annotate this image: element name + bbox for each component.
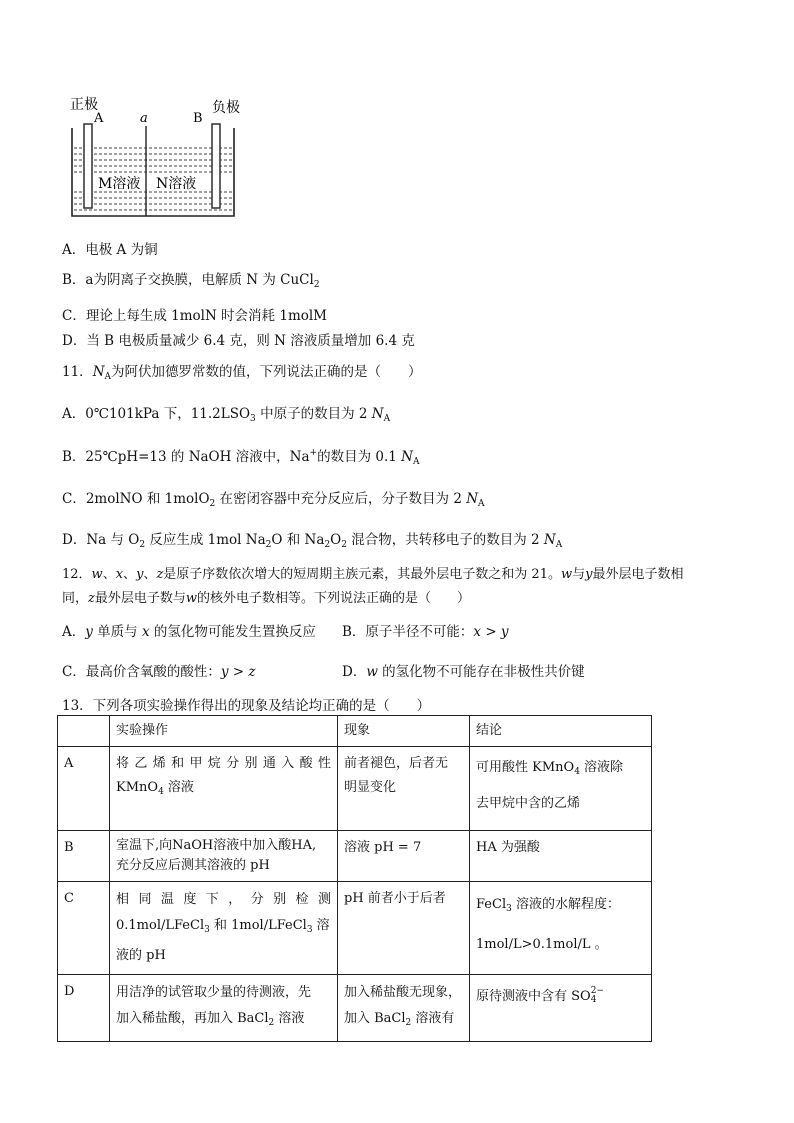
cell-line: 加入稀盐酸无现象， (344, 985, 462, 1000)
table-header-operation: 实验操作 (110, 716, 338, 747)
row-label: D (58, 975, 110, 1042)
q11-d-sub1: 2 (139, 540, 146, 550)
q11-b-part: B．25℃pH=13 的 NaOH 溶液中，Na (62, 449, 310, 465)
q12-text: 同， (62, 591, 89, 606)
avogadro-symbol: N (543, 532, 556, 548)
cell-text: 溶液 (274, 1011, 305, 1026)
var-w: w (91, 567, 103, 582)
cell-sub: 4 (590, 995, 597, 1005)
q12-text: 是原子序数依次增大的短周期主族元素，其最外层电子数之和为 21。 (163, 567, 561, 582)
cell-text: 0.1mol/LFeCl (116, 918, 205, 933)
var-y: y (136, 567, 144, 582)
q11-d-sub4: 2 (341, 540, 347, 550)
row-label: C (58, 882, 110, 975)
phenomenon-cell (338, 747, 470, 831)
membrane-label: a (140, 111, 148, 126)
cell-sub: 2 (268, 1018, 275, 1028)
avogadro-symbol: N (371, 406, 384, 422)
electrode-b (212, 124, 220, 208)
cell-line: 将乙烯和甲烷分别通入酸性 (116, 756, 331, 771)
q10-option-d: D．当 B 电极质量减少 6.4 克，则 N 溶液质量增加 6.4 克 (62, 333, 415, 349)
q11-a-part2: 中原子的数目为 2 (255, 406, 368, 422)
q12-d-part: 的氢化物不可能存在非极性共价键 (377, 664, 585, 680)
solution-m-label: M溶液 (98, 176, 141, 192)
q12-stem-line1 (62, 563, 684, 582)
operation-cell (110, 747, 338, 831)
q12-option-c (62, 660, 255, 680)
q12-text: 最外层电子数相 (592, 567, 684, 582)
cell-text: 溶 (312, 918, 330, 933)
q12-option-a (62, 620, 316, 640)
cell-line (116, 1006, 331, 1036)
q11-d-part4: O (330, 532, 342, 548)
q11-d-part5: 混合物，共转移电子的数目为 2 (346, 532, 540, 548)
cell-line (344, 1006, 463, 1036)
electrolysis-cell-diagram (66, 92, 248, 222)
operation-cell (110, 882, 338, 975)
cell-text: KMnO (116, 780, 159, 795)
q11-option-c (62, 487, 485, 509)
var-w: w (560, 567, 573, 582)
var-w: w (185, 591, 198, 606)
conclusion-cell: HA 为强酸 (470, 831, 652, 882)
q12-d-part: D． (342, 664, 367, 680)
conclusion-cell (470, 747, 652, 831)
experiment-table (57, 715, 652, 1042)
q11-d-part2: 反应生成 1mol Na (145, 532, 266, 548)
q12-option-d (342, 660, 585, 680)
cell-text: 溶液有 (411, 1011, 455, 1026)
avogadro-subscript: A (555, 540, 563, 550)
separator: 、 (102, 567, 116, 582)
table-row (58, 975, 652, 1042)
q11-b-sup: + (309, 448, 318, 458)
cell-line (116, 776, 331, 804)
q11-option-b (62, 445, 419, 467)
sulfate-charge (591, 987, 604, 1005)
cell-line (476, 887, 645, 927)
phenomenon-cell (338, 975, 470, 1042)
q12-option-b (342, 620, 509, 640)
cell-sub: 3 (306, 925, 313, 935)
cell-line (476, 752, 645, 788)
cell-line: 用洁净的试管取少量的待测液，先 (116, 985, 312, 1000)
q12-a-part: 的氢化物可能发生置换反应 (149, 624, 316, 640)
cell-line: 明显变化 (344, 780, 397, 795)
cell-text: FeCl (476, 897, 507, 912)
cell-line: 去甲烷中含的乙烯 (476, 796, 581, 811)
operation-cell (110, 975, 338, 1042)
q12-c-part: C．最高价含氧酸的酸性： (62, 664, 221, 680)
table-header-conclusion: 结论 (470, 716, 652, 747)
cell-text: 溶液除 (579, 760, 624, 775)
q11-option-d (62, 528, 562, 550)
cell-text: 加入稀盐酸，再加入 BaCl (116, 1011, 269, 1026)
avogadro-subscript: A (412, 457, 420, 467)
q11-stem-text: 为阿伏加德罗常数的值，下列说法正确的是（ ） (111, 364, 422, 380)
q12-text: 与 (572, 567, 586, 582)
operation-cell (110, 831, 338, 882)
q11-a-part: A．0℃101kPa 下，11.2LSO (62, 406, 251, 422)
cell-text: 可用酸性 KMnO (476, 760, 575, 775)
cell-line: 室温下,向NaOH溶液中加入酸HA, (116, 838, 317, 853)
q10-option-a: A．电极 A 为铜 (62, 242, 158, 258)
avogadro-subscript: A (104, 372, 111, 382)
row-label: A (58, 747, 110, 831)
electrode-a-label: A (94, 111, 104, 126)
q10-option-c: C．理论上每生成 1molN 时会消耗 1molM (62, 308, 328, 324)
var-y: y (85, 624, 93, 640)
q11-d-part3: O 和 Na (271, 532, 325, 548)
avogadro-symbol: N (92, 364, 105, 380)
cell-sub: 3 (204, 925, 210, 935)
cell-sub: 3 (506, 904, 512, 914)
phenomenon-cell: 溶液 pH = 7 (338, 831, 470, 882)
q11-stem (62, 360, 422, 382)
cell-line: 液的 pH (116, 948, 166, 963)
cell-line: 1mol/L>0.1mol/L 。 (476, 937, 608, 952)
phenomenon-cell: pH 前者小于后者 (338, 882, 470, 975)
separator: 、 (123, 567, 137, 582)
q12-a-part: 单质与 (92, 624, 142, 640)
avogadro-symbol: N (401, 449, 413, 465)
var-y: y (585, 567, 593, 582)
cell-line: 充分反应后测其溶液的 pH (116, 858, 270, 873)
q12-stem-line2 (62, 587, 470, 606)
var-z: z (156, 567, 164, 582)
cell-text: 加入 BaCl (344, 1011, 406, 1026)
cell-text: 溶液的水解程度： (511, 897, 620, 912)
row-label: B (58, 831, 110, 882)
q11-c-part: C．2molNO 和 1molO (62, 491, 210, 507)
cell-sup: 2− (590, 986, 604, 996)
q11-b-part2: 的数目为 0.1 (317, 449, 397, 465)
cell-sub: 4 (158, 787, 164, 797)
q11-d-part1: D．Na 与 O (62, 532, 140, 548)
q12-text: 的核外电子数相等。下列说法正确的是（ ） (197, 591, 471, 606)
table-header-row (58, 716, 652, 747)
var-w: w (366, 664, 378, 680)
var-x: x (141, 624, 150, 640)
q12-b-part: B．原子半径不可能： (342, 624, 474, 640)
q12-b-expression: x > y (473, 624, 509, 640)
q12-number: 12． (62, 567, 92, 582)
var-x: x (115, 567, 124, 582)
table-header (58, 716, 110, 747)
cell-text: 原待测液中含有 SO (476, 989, 591, 1004)
q10-option-b-text: B．a为阴离子交换膜，电解质 N 为 CuCl (62, 272, 314, 288)
q12-a-part: A． (62, 624, 86, 640)
electrode-b-label: B (193, 111, 203, 126)
q11-a-sub: 3 (250, 414, 256, 424)
q11-d-sub2: 2 (265, 540, 272, 550)
conclusion-cell (470, 975, 652, 1042)
table-header-phenomenon: 现象 (338, 716, 470, 747)
cell-line: 相同温度下，分别检测 (116, 892, 331, 907)
q12-c-expression: y > z (220, 664, 256, 680)
electrode-a (84, 124, 92, 208)
q11-c-sub: 2 (209, 499, 216, 509)
var-z: z (88, 591, 95, 606)
cell-line: 前者褪色，后者无 (344, 756, 449, 771)
solution-n-label: N溶液 (156, 176, 197, 192)
avogadro-symbol: N (466, 491, 479, 507)
q13-stem: 13．下列各项实验操作得出的现象及结论均正确的是（ ） (62, 698, 431, 714)
q11-d-sub3: 2 (324, 540, 331, 550)
avogadro-subscript: A (478, 499, 485, 509)
table-row (58, 747, 652, 831)
cell-sub: 2 (405, 1018, 412, 1028)
q12-text: 最外层电子数与 (94, 591, 186, 606)
q11-option-a (62, 402, 390, 424)
q10-option-b (62, 268, 320, 290)
cell-line (116, 913, 331, 943)
q11-c-part2: 在密闭容器中充分反应后，分子数目为 2 (215, 491, 462, 507)
q10-option-b-subscript: 2 (313, 280, 320, 290)
separator: 、 (143, 567, 157, 582)
table-row (58, 831, 652, 882)
q11-number: 11． (62, 364, 93, 380)
positive-electrode-label: 正极 (70, 97, 98, 113)
avogadro-subscript: A (383, 414, 391, 424)
negative-electrode-label: 负极 (212, 100, 240, 116)
conclusion-cell (470, 882, 652, 975)
table-row (58, 882, 652, 975)
cell-sub: 4 (574, 767, 580, 777)
cell-text: 溶液 (163, 780, 194, 795)
cell-text: 和 1mol/LFeCl (209, 918, 307, 933)
